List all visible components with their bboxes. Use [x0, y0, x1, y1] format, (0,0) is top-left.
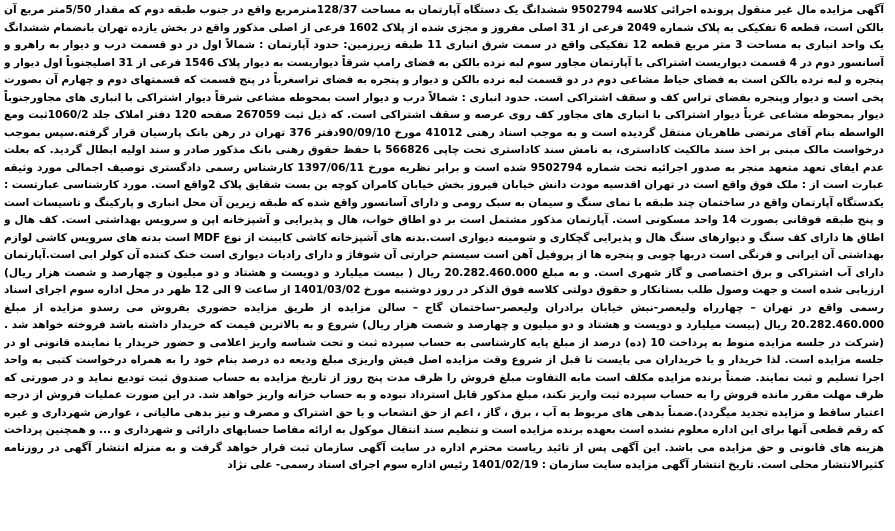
auction-notice-text: آگهی مزایده مال غیر منقول پرونده اجرائی کلاسه 9502794 ششدانگ یک دستگاه آپارتمان به مساحت 128/37مترمربع واقع در جنوب طبقه دوم که مقدار 5/50متر مربع آن بالکن است، قطعه 6 تفکیکی به پلاک شماره 2049 فرعی از 31 اصلی مفروز و مجزی شده از پلاک 1602 فرعی از اصلی مذکور واقع در بخش یازده تهران بانضمام ششدانگ یک واحد انباری به مساحت 3 متر مربع قطعه 12 تفکیکی واقع در سمت شرق انباری 11 طبقه زیرزمین: حدود آپارتمان : شمالاً اول در دو قسمت درب و دیوار به راهرو و آسانسور دوم در 4 قسمت دیواریست اشتراکی با آپارتمان مجاور سوم لبه نرده بالکن به فضای رامپ شرقاً دیواریست به دیوار پلاک 1546 فرعی از 31 اصلیجنوباً اول دیوار و پنجره و لبه نرده بالکن است به فضای حیاط مشاعی دوم در دو قسمت لبه نرده بالکن و دیوار و پنجره به فضای تراسغرباً در پنج قسمت که قسمتهای دوم و چهارم آن بصورت پخی است و دیوار وپنجره بفضای تراس کف و سقف اشتراکی است. حدود انباری : شمالاً درب و دیوار است بمحوطه مشاعی شرقاً دیوار اشتراکی با انباری های مجاورجنوباً دیوار بمحوطه مشاعی غرباً دیوار اشتراکی با انباری های مجاور کف روی عرصه و سقف اشتراکی است. که ذیل ثبت 267059 صفحه 120 دفتر املاک جلد 1060/2ثبت ومع الواسطه بنام آقای مرتضی طاهریان منتقل گردیده است و به موجب اسناد رهنی 41012 مورخ 90/09/10دفتر 376 تهران در رهن بانک پارسیان قرار گرفته.سپس بموجب درخواست مالک مبنی بر اخذ سند مالکیت کاداستری، به نامش سند کاداستری تحت چاپی 566826 با حفظ حقوق رهنی بانک مذکور صادر و سند اولیه ابطال گردید. که بعلت عدم ایفای تعهد متعهد منجر به صدور اجرائیه تحت شماره 9502794 شده است و برابر نظریه مورخ 1397/06/11 کارشناس رسمی دادگستری توصیف اجمالی مورد وثیقه عبارت است از : ملک فوق واقع است در تهران اقدسیه مودت دانش خیابان فیروز بخش خیابان کامران کوچه بن بست شقایق پلاک 2واقع است. مورد کارشناسی عبارتست : یکدستگاه آپارتمان واقع در ساختمان چند طبقه با نمای سنگ و سیمان به سبک رومی و دارای آسانسور واقع شده که طبقه زیرین آن محل انباری و پارکینگ و تاسیسات است و پنج طبقه فوقانی بصورت 14 واحد مسکونی است. آپارتمان مذکور مشتمل است بر دو اطاق خواب، هال و پذیرایی و آشپزخانه اپن و سرویس بهداشتی است. کف هال و اطاق ها دارای کف سنگ و دیوارهای سنگ هال و پذیرایی گچکاری و شومینه دیواری است.بدنه های آشپزخانه کاشی کابینت از نوع MDF است بدنه های سرویس کاشی لوازم بهداشتی آن ایرانی و فرنگی است دربها چوبی و پنجره ها از پروفیل آهن است سیستم حرارتی آن شوفاژ و دارای رادیات دیواری است خنک کننده آن کولر ابی است.آپارتمان دارای آب اشتراکی و برق اختصاصی و گاز شهری است. و به مبلغ 20.282.460.000 ریال ( بیست میلیارد و دویست و هشتاد و دو میلیون و چهارصد و شصت هزار ریال) ارزیابی شده است و جهت وصول طلب بستانکار و حقوق دولتی کلاسه فوق الذکر در روز دوشنبه مورخ 1401/03/02 از ساعت 9 الی 12 ظهر در محل اداره سوم اجرای اسناد رسمی واقع در تهران – چهارراه ولیعصر-نبش خیابان برادران ولیعصر-ساختمان گاج – سالن مزایده از طریق مزایده حضوری بفروش می رسدو مزایده از مبلغ 20.282.460.000 ریال (بیست میلیارد و دویست و هشتاد و دو میلیون و چهارصد و شصت هزار ریال) شروع و به بالاترین قیمت که خریدار داشته باشد فروخته خواهد شد . (شرکت در جلسه مزایده منوط به پرداخت 10 (ده) درصد از مبلغ پایه کارشناسی به حساب سپرده ثبت و تحت شناسه واریز اعلامی و حضور خریدار یا نماینده قانونی او در جلسه مزایده است. لذا خریدار و یا خریداران می بایست تا قبل از شروع وقت مزایده اصل فیش واریزی مبلغ ودیعه ده درصد بنام خود را به همراه درخواست کتبی به واحد اجرا تسلیم و ثبت نمایند. ضمناً برنده مزایده مکلف است مابه التفاوت مبلغ فروش را ظرف مدت پنج روز از تاریخ مزایده به حساب صندوق ثبت تودیع نماید و در صورتی که ظرف مهلت مقرر مانده فروش را به حساب سپرده ثبت واریز نکند، مبلغ مذکور قابل استرداد نبوده و به حساب خزانه واریز خواهد شد. در این صورت عملیات فروش از درجه اعتبار ساقط و مزایده تجدید میگردد).ضمناً بدهی های مربوط به آب ، برق ، گاز ، اعم از حق انشعاب و یا حق اشتراک و مصرف و نیز بدهی مالیاتی ، عوارض شهرداری و غیره که رقم قطعی آنها برای این اداره معلوم نشده است بعهده برنده مزایده است و تنظیم سند انتقال موکول به ارائه مفاصا حسابهای دارائی و شهرداری و ... و همچنین پرداخت هزینه های قانونی و حق مزایده می باشد. این آگهی پس از تائید ریاست محترم اداره در سایت آگهی سازمان ثبت قرار خواهد گرفت و به منزله انتشار آگهی در روزنامه کثیرالانتشار محلی است. تاریخ انتشار آگهی مزایده سایت سازمان : 1401/02/19 رئیس اداره سوم اجرای اسناد رسمی- علی نژاد: [4, 4, 884, 471]
